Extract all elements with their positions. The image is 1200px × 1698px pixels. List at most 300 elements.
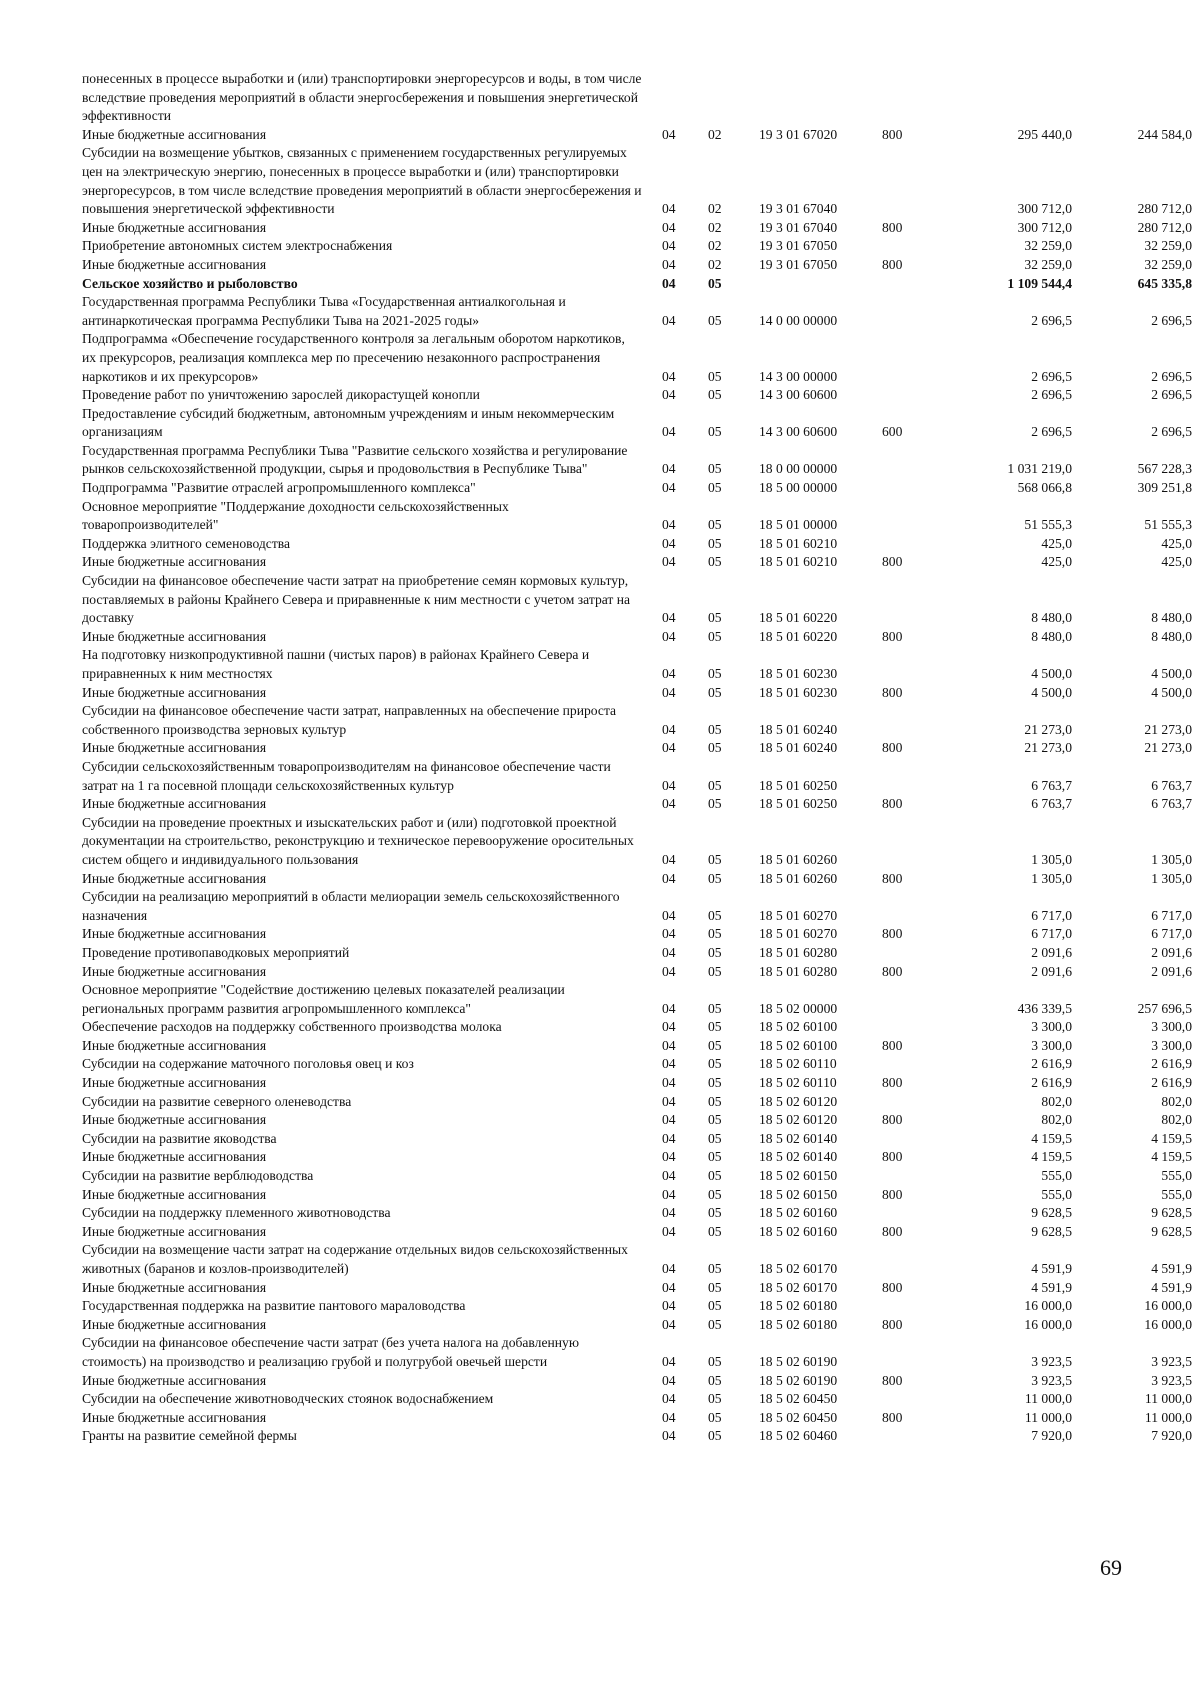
amount-year-1: 32 259,0 bbox=[1024, 238, 1072, 254]
amount-year-2: 2 091,6 bbox=[1151, 963, 1192, 979]
amount-year-1: 32 259,0 bbox=[1024, 256, 1072, 272]
row-description: Проведение противопаводковых мероприятий bbox=[82, 944, 350, 960]
amount-year-2: 7 920,0 bbox=[1151, 1428, 1192, 1444]
amount-year-1: 2 091,6 bbox=[1031, 963, 1072, 979]
row-description: Иные бюджетные ассигнования bbox=[82, 1409, 267, 1425]
row-description: Субсидии на возмещение убытков, связанных с применением государственных регулируемых цен на электрическую энергию, понесенных в процессе выработки и (или) транспортировки энергоресурсов, в том числе вследствие проведения мероприятий в области энергосбережения и повышения энергетической эффективности bbox=[82, 145, 642, 217]
section-code: 04 bbox=[662, 1205, 676, 1221]
subsection-code: 05 bbox=[708, 666, 722, 681]
amount-year-2: 802,0 bbox=[1161, 1093, 1192, 1109]
amount-year-2: 11 000,0 bbox=[1144, 1391, 1192, 1407]
target-article-code: 18 5 01 60250 bbox=[759, 796, 838, 812]
table-row bbox=[82, 572, 1192, 628]
amount-year-2: 2 696,5 bbox=[1151, 424, 1192, 440]
subsection-code: 05 bbox=[708, 1186, 722, 1202]
amount-year-1: 436 339,5 bbox=[1017, 1000, 1072, 1016]
subsection-code: 05 bbox=[708, 1000, 722, 1016]
expense-type-code: 800 bbox=[882, 219, 903, 235]
row-description: Обеспечение расходов на поддержку собственного производства молока bbox=[82, 1019, 502, 1035]
section-code: 04 bbox=[662, 628, 676, 644]
amount-year-2: 2 696,5 bbox=[1151, 312, 1192, 328]
table-row bbox=[82, 795, 1192, 814]
section-code: 04 bbox=[662, 1353, 676, 1369]
amount-year-1: 9 628,5 bbox=[1031, 1205, 1072, 1221]
amount-year-1: 1 031 219,0 bbox=[1007, 461, 1072, 477]
row-description: Иные бюджетные ассигнования bbox=[82, 256, 267, 272]
row-description: Гранты на развитие семейной фермы bbox=[82, 1428, 297, 1444]
target-article-code: 18 5 01 60220 bbox=[759, 610, 838, 626]
target-article-code: 18 5 02 60450 bbox=[759, 1391, 838, 1407]
amount-year-1: 4 159,5 bbox=[1031, 1149, 1072, 1165]
expense-type-code: 800 bbox=[882, 256, 903, 272]
subsection-code: 05 bbox=[708, 1205, 722, 1221]
table-row bbox=[82, 1372, 1192, 1391]
subsection-code: 05 bbox=[708, 1093, 722, 1109]
expense-type-code: 800 bbox=[882, 1409, 903, 1425]
row-description: Субсидии сельскохозяйственным товаропроизводителям на финансовое обеспечение части затрат на 1 га посевной площади сельскохозяйственных культур bbox=[82, 758, 611, 793]
row-description: Иные бюджетные ассигнования bbox=[82, 926, 267, 942]
target-article-code: 18 5 01 60260 bbox=[759, 870, 838, 886]
table-row bbox=[82, 553, 1192, 572]
section-code: 04 bbox=[662, 796, 676, 812]
subsection-code: 05 bbox=[708, 684, 722, 700]
amount-year-2: 3 923,5 bbox=[1151, 1353, 1192, 1369]
section-code: 04 bbox=[662, 1056, 676, 1072]
subsection-code: 05 bbox=[708, 480, 722, 496]
subsection-code: 05 bbox=[708, 1075, 722, 1091]
amount-year-1: 1 305,0 bbox=[1031, 870, 1072, 886]
section-code: 04 bbox=[662, 461, 676, 477]
subsection-code: 05 bbox=[708, 461, 722, 477]
amount-year-1: 4 591,9 bbox=[1031, 1279, 1072, 1295]
amount-year-2: 2 091,6 bbox=[1151, 944, 1192, 960]
amount-year-1: 8 480,0 bbox=[1031, 628, 1072, 644]
table-row bbox=[82, 1018, 1192, 1037]
table-row bbox=[82, 1409, 1192, 1428]
subsection-code: 05 bbox=[708, 1149, 722, 1165]
table-row bbox=[82, 1297, 1192, 1316]
subsection-code: 05 bbox=[708, 554, 722, 570]
row-description: На подготовку низкопродуктивной пашни (чистых паров) в районах Крайнего Севера и приравненных к ним местностях bbox=[82, 647, 590, 681]
target-article-code: 18 5 02 60450 bbox=[759, 1409, 838, 1425]
row-description: Проведение работ по уничтожению зарослей дикорастущей конопли bbox=[82, 387, 480, 403]
subsection-code: 02 bbox=[708, 256, 722, 272]
amount-year-1: 555,0 bbox=[1041, 1168, 1072, 1184]
row-description: Иные бюджетные ассигнования bbox=[82, 126, 267, 142]
row-description: Поддержка элитного семеноводства bbox=[82, 535, 291, 551]
section-code: 04 bbox=[662, 1019, 676, 1035]
budget-table bbox=[82, 70, 1192, 1446]
target-article-code: 18 5 02 60100 bbox=[759, 1019, 838, 1035]
target-article-code: 18 5 02 60140 bbox=[759, 1149, 838, 1165]
table-row bbox=[82, 442, 1192, 479]
table-row bbox=[82, 144, 1192, 218]
row-description: Иные бюджетные ассигнования bbox=[82, 554, 267, 570]
target-article-code: 18 5 01 60280 bbox=[759, 963, 838, 979]
section-code: 04 bbox=[662, 1279, 676, 1295]
target-article-code: 18 5 01 60230 bbox=[759, 666, 838, 681]
row-description: Субсидии на финансовое обеспечение части затрат на приобретение семян кормовых культур, поставляемых в районы Крайнего Севера и приравненные к ним местности с учетом затрат на доставку bbox=[82, 573, 631, 626]
amount-year-2: 425,0 bbox=[1161, 535, 1192, 551]
section-code: 04 bbox=[662, 1000, 676, 1016]
table-row bbox=[82, 1427, 1192, 1446]
section-code: 04 bbox=[662, 666, 676, 681]
expense-type-code: 800 bbox=[882, 1149, 903, 1165]
table-row bbox=[82, 479, 1192, 498]
table-row bbox=[82, 1186, 1192, 1205]
amount-year-1: 16 000,0 bbox=[1024, 1298, 1072, 1314]
target-article-code: 18 5 00 00000 bbox=[759, 480, 838, 496]
target-article-code: 18 5 01 60270 bbox=[759, 907, 838, 923]
section-code: 04 bbox=[662, 238, 676, 254]
target-article-code: 14 3 00 60600 bbox=[759, 387, 838, 403]
amount-year-1: 2 696,5 bbox=[1031, 368, 1072, 384]
expense-type-code: 800 bbox=[882, 628, 903, 644]
section-code: 04 bbox=[662, 1223, 676, 1239]
expense-type-code: 800 bbox=[882, 1223, 903, 1239]
amount-year-1: 21 273,0 bbox=[1024, 740, 1072, 756]
amount-year-1: 6 763,7 bbox=[1031, 796, 1072, 812]
amount-year-2: 11 000,0 bbox=[1144, 1409, 1192, 1425]
section-code: 04 bbox=[662, 963, 676, 979]
amount-year-1: 555,0 bbox=[1041, 1186, 1072, 1202]
amount-year-1: 425,0 bbox=[1041, 535, 1072, 551]
section-code: 04 bbox=[662, 944, 676, 960]
table-row bbox=[82, 963, 1192, 982]
expense-type-code: 800 bbox=[882, 1186, 903, 1202]
row-description: Приобретение автономных систем электроснабжения bbox=[82, 238, 393, 254]
amount-year-1: 21 273,0 bbox=[1024, 721, 1072, 737]
subsection-code: 05 bbox=[708, 368, 722, 384]
amount-year-2: 21 273,0 bbox=[1144, 740, 1192, 756]
section-code: 04 bbox=[662, 777, 676, 793]
amount-year-1: 6 717,0 bbox=[1031, 926, 1072, 942]
amount-year-1: 4 500,0 bbox=[1031, 684, 1072, 700]
table-row bbox=[82, 870, 1192, 889]
amount-year-1: 9 628,5 bbox=[1031, 1223, 1072, 1239]
row-description: Субсидии на проведение проектных и изыскательских работ и (или) подготовкой проектной документации на строительство, реконструкцию и техническое перевооружение оросительных систем общего и индивидуального пользования bbox=[82, 814, 634, 867]
target-article-code: 18 5 02 60140 bbox=[759, 1130, 838, 1146]
expense-type-code: 800 bbox=[882, 126, 903, 142]
subsection-code: 05 bbox=[708, 1316, 722, 1332]
section-code: 04 bbox=[662, 1037, 676, 1053]
subsection-code: 05 bbox=[708, 1168, 722, 1184]
amount-year-2: 6 717,0 bbox=[1151, 926, 1192, 942]
amount-year-1: 16 000,0 bbox=[1024, 1316, 1072, 1332]
amount-year-1: 802,0 bbox=[1041, 1093, 1072, 1109]
table-row bbox=[82, 739, 1192, 758]
row-description: Основное мероприятие "Поддержание доходности сельскохозяйственных товаропроизводителей" bbox=[82, 498, 509, 533]
table-row bbox=[82, 814, 1192, 870]
amount-year-2: 32 259,0 bbox=[1144, 238, 1192, 254]
table-row bbox=[82, 256, 1192, 275]
table-row bbox=[82, 237, 1192, 256]
amount-year-2: 51 555,3 bbox=[1144, 517, 1192, 533]
subsection-code: 05 bbox=[708, 1279, 722, 1295]
row-description: Иные бюджетные ассигнования bbox=[82, 1037, 267, 1053]
table-row bbox=[82, 1204, 1192, 1223]
table-row bbox=[82, 1316, 1192, 1335]
target-article-code: 18 5 02 60100 bbox=[759, 1037, 838, 1053]
subsection-code: 05 bbox=[708, 851, 722, 867]
target-article-code: 18 5 01 00000 bbox=[759, 517, 838, 533]
target-article-code: 18 0 00 00000 bbox=[759, 461, 838, 477]
section-code: 04 bbox=[662, 256, 676, 272]
section-code: 04 bbox=[662, 1075, 676, 1091]
section-code: 04 bbox=[662, 368, 676, 384]
row-description: Субсидии на развитие яководства bbox=[82, 1130, 277, 1146]
amount-year-1: 3 300,0 bbox=[1031, 1037, 1072, 1053]
target-article-code: 18 5 01 60270 bbox=[759, 926, 838, 942]
amount-year-1: 568 066,8 bbox=[1017, 480, 1072, 496]
target-article-code: 18 5 02 60180 bbox=[759, 1316, 838, 1332]
section-code: 04 bbox=[662, 387, 676, 403]
expense-type-code: 800 bbox=[882, 554, 903, 570]
amount-year-2: 8 480,0 bbox=[1151, 610, 1192, 626]
expense-type-code: 800 bbox=[882, 740, 903, 756]
subsection-code: 05 bbox=[708, 796, 722, 812]
subsection-code: 05 bbox=[708, 312, 722, 328]
amount-year-1: 11 000,0 bbox=[1024, 1391, 1072, 1407]
row-description: Иные бюджетные ассигнования bbox=[82, 870, 267, 886]
section-code: 04 bbox=[662, 721, 676, 737]
amount-year-2: 257 696,5 bbox=[1137, 1000, 1192, 1016]
row-description: Иные бюджетные ассигнования bbox=[82, 219, 267, 235]
subsection-code: 05 bbox=[708, 1372, 722, 1388]
table-row bbox=[82, 1167, 1192, 1186]
table-row bbox=[82, 1111, 1192, 1130]
subsection-code: 05 bbox=[708, 1037, 722, 1053]
expense-type-code: 800 bbox=[882, 926, 903, 942]
amount-year-1: 4 159,5 bbox=[1031, 1130, 1072, 1146]
subsection-code: 05 bbox=[708, 740, 722, 756]
row-description: Субсидии на содержание маточного поголовья овец и коз bbox=[82, 1056, 414, 1072]
amount-year-1: 4 591,9 bbox=[1031, 1261, 1072, 1276]
target-article-code: 19 3 01 67050 bbox=[759, 256, 838, 272]
row-description: Иные бюджетные ассигнования bbox=[82, 963, 267, 979]
table-row bbox=[82, 1093, 1192, 1112]
section-code: 04 bbox=[662, 312, 676, 328]
amount-year-1: 6 763,7 bbox=[1031, 777, 1072, 793]
row-description: Субсидии на возмещение части затрат на содержание отдельных видов сельскохозяйственных животных (баранов и козлов-производителей) bbox=[82, 1242, 628, 1276]
table-row bbox=[82, 535, 1192, 554]
expense-type-code: 800 bbox=[882, 1075, 903, 1091]
table-row bbox=[82, 1130, 1192, 1149]
target-article-code: 18 5 01 60210 bbox=[759, 554, 838, 570]
amount-year-2: 6 763,7 bbox=[1151, 796, 1192, 812]
row-description: Субсидии на финансовое обеспечение части затрат (без учета налога на добавленную стоимость) на производство и реализацию грубой и полугрубой овечьей шерсти bbox=[82, 1335, 579, 1369]
amount-year-2: 802,0 bbox=[1161, 1112, 1192, 1128]
target-article-code: 19 3 01 67040 bbox=[759, 219, 838, 235]
row-description: Иные бюджетные ассигнования bbox=[82, 1186, 267, 1202]
amount-year-2: 4 591,9 bbox=[1151, 1261, 1192, 1276]
table-row bbox=[82, 1334, 1192, 1371]
section-code: 04 bbox=[662, 926, 676, 942]
table-row bbox=[82, 1148, 1192, 1167]
row-description: Предоставление субсидий бюджетным, автономным учреждениям и иным некоммерческим организациям bbox=[82, 405, 615, 440]
amount-year-2: 4 159,5 bbox=[1151, 1149, 1192, 1165]
table-row bbox=[82, 219, 1192, 238]
row-description: Подпрограмма "Развитие отраслей агропромышленного комплекса" bbox=[82, 480, 476, 496]
amount-year-1: 4 500,0 bbox=[1031, 666, 1072, 681]
expense-type-code: 800 bbox=[882, 1279, 903, 1295]
amount-year-1: 6 717,0 bbox=[1031, 907, 1072, 923]
table-row bbox=[82, 275, 1192, 294]
row-description: Иные бюджетные ассигнования bbox=[82, 1149, 267, 1165]
table-row bbox=[82, 1037, 1192, 1056]
row-description: Иные бюджетные ассигнования bbox=[82, 1112, 267, 1128]
target-article-code: 18 5 01 60260 bbox=[759, 851, 838, 867]
subsection-code: 05 bbox=[708, 1019, 722, 1035]
amount-year-1: 802,0 bbox=[1041, 1112, 1072, 1128]
table-row bbox=[82, 758, 1192, 795]
expense-type-code: 800 bbox=[882, 796, 903, 812]
amount-year-2: 567 228,3 bbox=[1137, 461, 1192, 477]
section-code: 04 bbox=[662, 1112, 676, 1128]
amount-year-1: 1 305,0 bbox=[1031, 851, 1072, 867]
amount-year-1: 2 616,9 bbox=[1031, 1075, 1072, 1091]
subsection-code: 05 bbox=[708, 1391, 722, 1407]
section-code: 04 bbox=[662, 480, 676, 496]
amount-year-1: 300 712,0 bbox=[1017, 201, 1072, 217]
table-row bbox=[82, 1279, 1192, 1298]
subsection-code: 05 bbox=[708, 926, 722, 942]
amount-year-2: 2 696,5 bbox=[1151, 387, 1192, 403]
target-article-code: 18 5 01 60210 bbox=[759, 535, 838, 551]
target-article-code: 14 3 00 00000 bbox=[759, 368, 838, 384]
amount-year-2: 244 584,0 bbox=[1137, 126, 1192, 142]
expense-type-code: 600 bbox=[882, 424, 903, 440]
target-article-code: 18 5 02 60120 bbox=[759, 1112, 838, 1128]
amount-year-2: 4 500,0 bbox=[1151, 684, 1192, 700]
subsection-code: 05 bbox=[708, 628, 722, 644]
target-article-code: 18 5 02 60150 bbox=[759, 1186, 838, 1202]
amount-year-2: 6 717,0 bbox=[1151, 907, 1192, 923]
table-row bbox=[82, 1241, 1192, 1278]
section-code: 04 bbox=[662, 610, 676, 626]
target-article-code: 18 5 02 60190 bbox=[759, 1353, 838, 1369]
subsection-code: 05 bbox=[708, 944, 722, 960]
subsection-code: 05 bbox=[708, 1353, 722, 1369]
subsection-code: 05 bbox=[708, 1223, 722, 1239]
section-code: 04 bbox=[662, 1372, 676, 1388]
amount-year-2: 8 480,0 bbox=[1151, 628, 1192, 644]
amount-year-2: 4 159,5 bbox=[1151, 1130, 1192, 1146]
row-description: Основное мероприятие "Содействие достижению целевых показателей реализации региональных программ развития агропромышленного комплекса" bbox=[82, 982, 565, 1016]
target-article-code: 19 3 01 67040 bbox=[759, 201, 838, 217]
amount-year-1: 7 920,0 bbox=[1031, 1428, 1072, 1444]
target-article-code: 18 5 01 60240 bbox=[759, 740, 838, 756]
table-row bbox=[82, 646, 1192, 683]
amount-year-1: 51 555,3 bbox=[1024, 517, 1072, 533]
amount-year-2: 4 591,9 bbox=[1151, 1279, 1192, 1295]
target-article-code: 18 5 01 60250 bbox=[759, 777, 838, 793]
target-article-code: 18 5 01 60240 bbox=[759, 721, 838, 737]
table-row bbox=[82, 126, 1192, 145]
subsection-code: 05 bbox=[708, 870, 722, 886]
amount-year-1: 3 923,5 bbox=[1031, 1353, 1072, 1369]
target-article-code: 18 5 02 60170 bbox=[759, 1261, 838, 1276]
target-article-code: 18 5 02 60190 bbox=[759, 1372, 838, 1388]
subsection-code: 05 bbox=[708, 963, 722, 979]
target-article-code: 18 5 02 60150 bbox=[759, 1168, 838, 1184]
section-code: 04 bbox=[662, 1149, 676, 1165]
target-article-code: 18 5 02 00000 bbox=[759, 1000, 838, 1016]
subsection-code: 02 bbox=[708, 238, 722, 254]
amount-year-1: 2 696,5 bbox=[1031, 312, 1072, 328]
amount-year-2: 309 251,8 bbox=[1137, 480, 1192, 496]
subsection-code: 05 bbox=[708, 275, 722, 291]
subsection-code: 02 bbox=[708, 201, 722, 217]
amount-year-1: 425,0 bbox=[1041, 554, 1072, 570]
amount-year-2: 2 616,9 bbox=[1151, 1056, 1192, 1072]
row-description: Субсидии на финансовое обеспечение части затрат, направленных на обеспечение прироста собственного производства зерновых культур bbox=[82, 703, 617, 737]
table-row bbox=[82, 1223, 1192, 1242]
amount-year-2: 2 616,9 bbox=[1151, 1075, 1192, 1091]
subsection-code: 05 bbox=[708, 721, 722, 737]
target-article-code: 18 5 02 60110 bbox=[759, 1056, 837, 1072]
expense-type-code: 800 bbox=[882, 1112, 903, 1128]
amount-year-2: 555,0 bbox=[1161, 1186, 1192, 1202]
amount-year-2: 32 259,0 bbox=[1144, 256, 1192, 272]
table-row bbox=[82, 1390, 1192, 1409]
expense-type-code: 800 bbox=[882, 684, 903, 700]
row-description: Иные бюджетные ассигнования bbox=[82, 684, 267, 700]
target-article-code: 18 5 02 60120 bbox=[759, 1093, 838, 1109]
target-article-code: 19 3 01 67020 bbox=[759, 126, 838, 142]
amount-year-2: 6 763,7 bbox=[1151, 777, 1192, 793]
row-description: Иные бюджетные ассигнования bbox=[82, 740, 267, 756]
row-description: Субсидии на реализацию мероприятий в области мелиорации земель сельскохозяйственного назначения bbox=[82, 889, 620, 923]
row-description: Иные бюджетные ассигнования bbox=[82, 1372, 267, 1388]
section-code: 04 bbox=[662, 1261, 676, 1276]
table-row bbox=[82, 628, 1192, 647]
subsection-code: 05 bbox=[708, 777, 722, 793]
section-code: 04 bbox=[662, 126, 676, 142]
amount-year-1: 300 712,0 bbox=[1017, 219, 1072, 235]
subsection-code: 05 bbox=[708, 424, 722, 440]
row-description: Иные бюджетные ассигнования bbox=[82, 1316, 267, 1332]
expense-type-code: 800 bbox=[882, 1316, 903, 1332]
expense-type-code: 800 bbox=[882, 870, 903, 886]
table-row bbox=[82, 944, 1192, 963]
amount-year-1: 2 696,5 bbox=[1031, 424, 1072, 440]
amount-year-2: 3 300,0 bbox=[1151, 1037, 1192, 1053]
section-code: 04 bbox=[662, 851, 676, 867]
subsection-code: 05 bbox=[708, 1298, 722, 1314]
amount-year-1: 295 440,0 bbox=[1017, 126, 1072, 142]
table-row bbox=[82, 1074, 1192, 1093]
table-row bbox=[82, 293, 1192, 330]
row-description: Субсидии на развитие верблюдоводства bbox=[82, 1168, 314, 1184]
section-code: 04 bbox=[662, 535, 676, 551]
subsection-code: 05 bbox=[708, 387, 722, 403]
subsection-code: 05 bbox=[708, 1130, 722, 1146]
subsection-code: 05 bbox=[708, 517, 722, 533]
target-article-code: 14 0 00 00000 bbox=[759, 312, 838, 328]
amount-year-2: 16 000,0 bbox=[1144, 1298, 1192, 1314]
section-code: 04 bbox=[662, 1391, 676, 1407]
section-code: 04 bbox=[662, 1168, 676, 1184]
target-article-code: 18 5 01 60230 bbox=[759, 684, 838, 700]
table-row bbox=[82, 702, 1192, 739]
amount-year-1: 2 696,5 bbox=[1031, 387, 1072, 403]
amount-year-2: 280 712,0 bbox=[1137, 219, 1192, 235]
subsection-code: 05 bbox=[708, 535, 722, 551]
amount-year-2: 16 000,0 bbox=[1144, 1316, 1192, 1332]
subsection-code: 05 bbox=[708, 610, 722, 626]
amount-year-2: 1 305,0 bbox=[1151, 870, 1192, 886]
